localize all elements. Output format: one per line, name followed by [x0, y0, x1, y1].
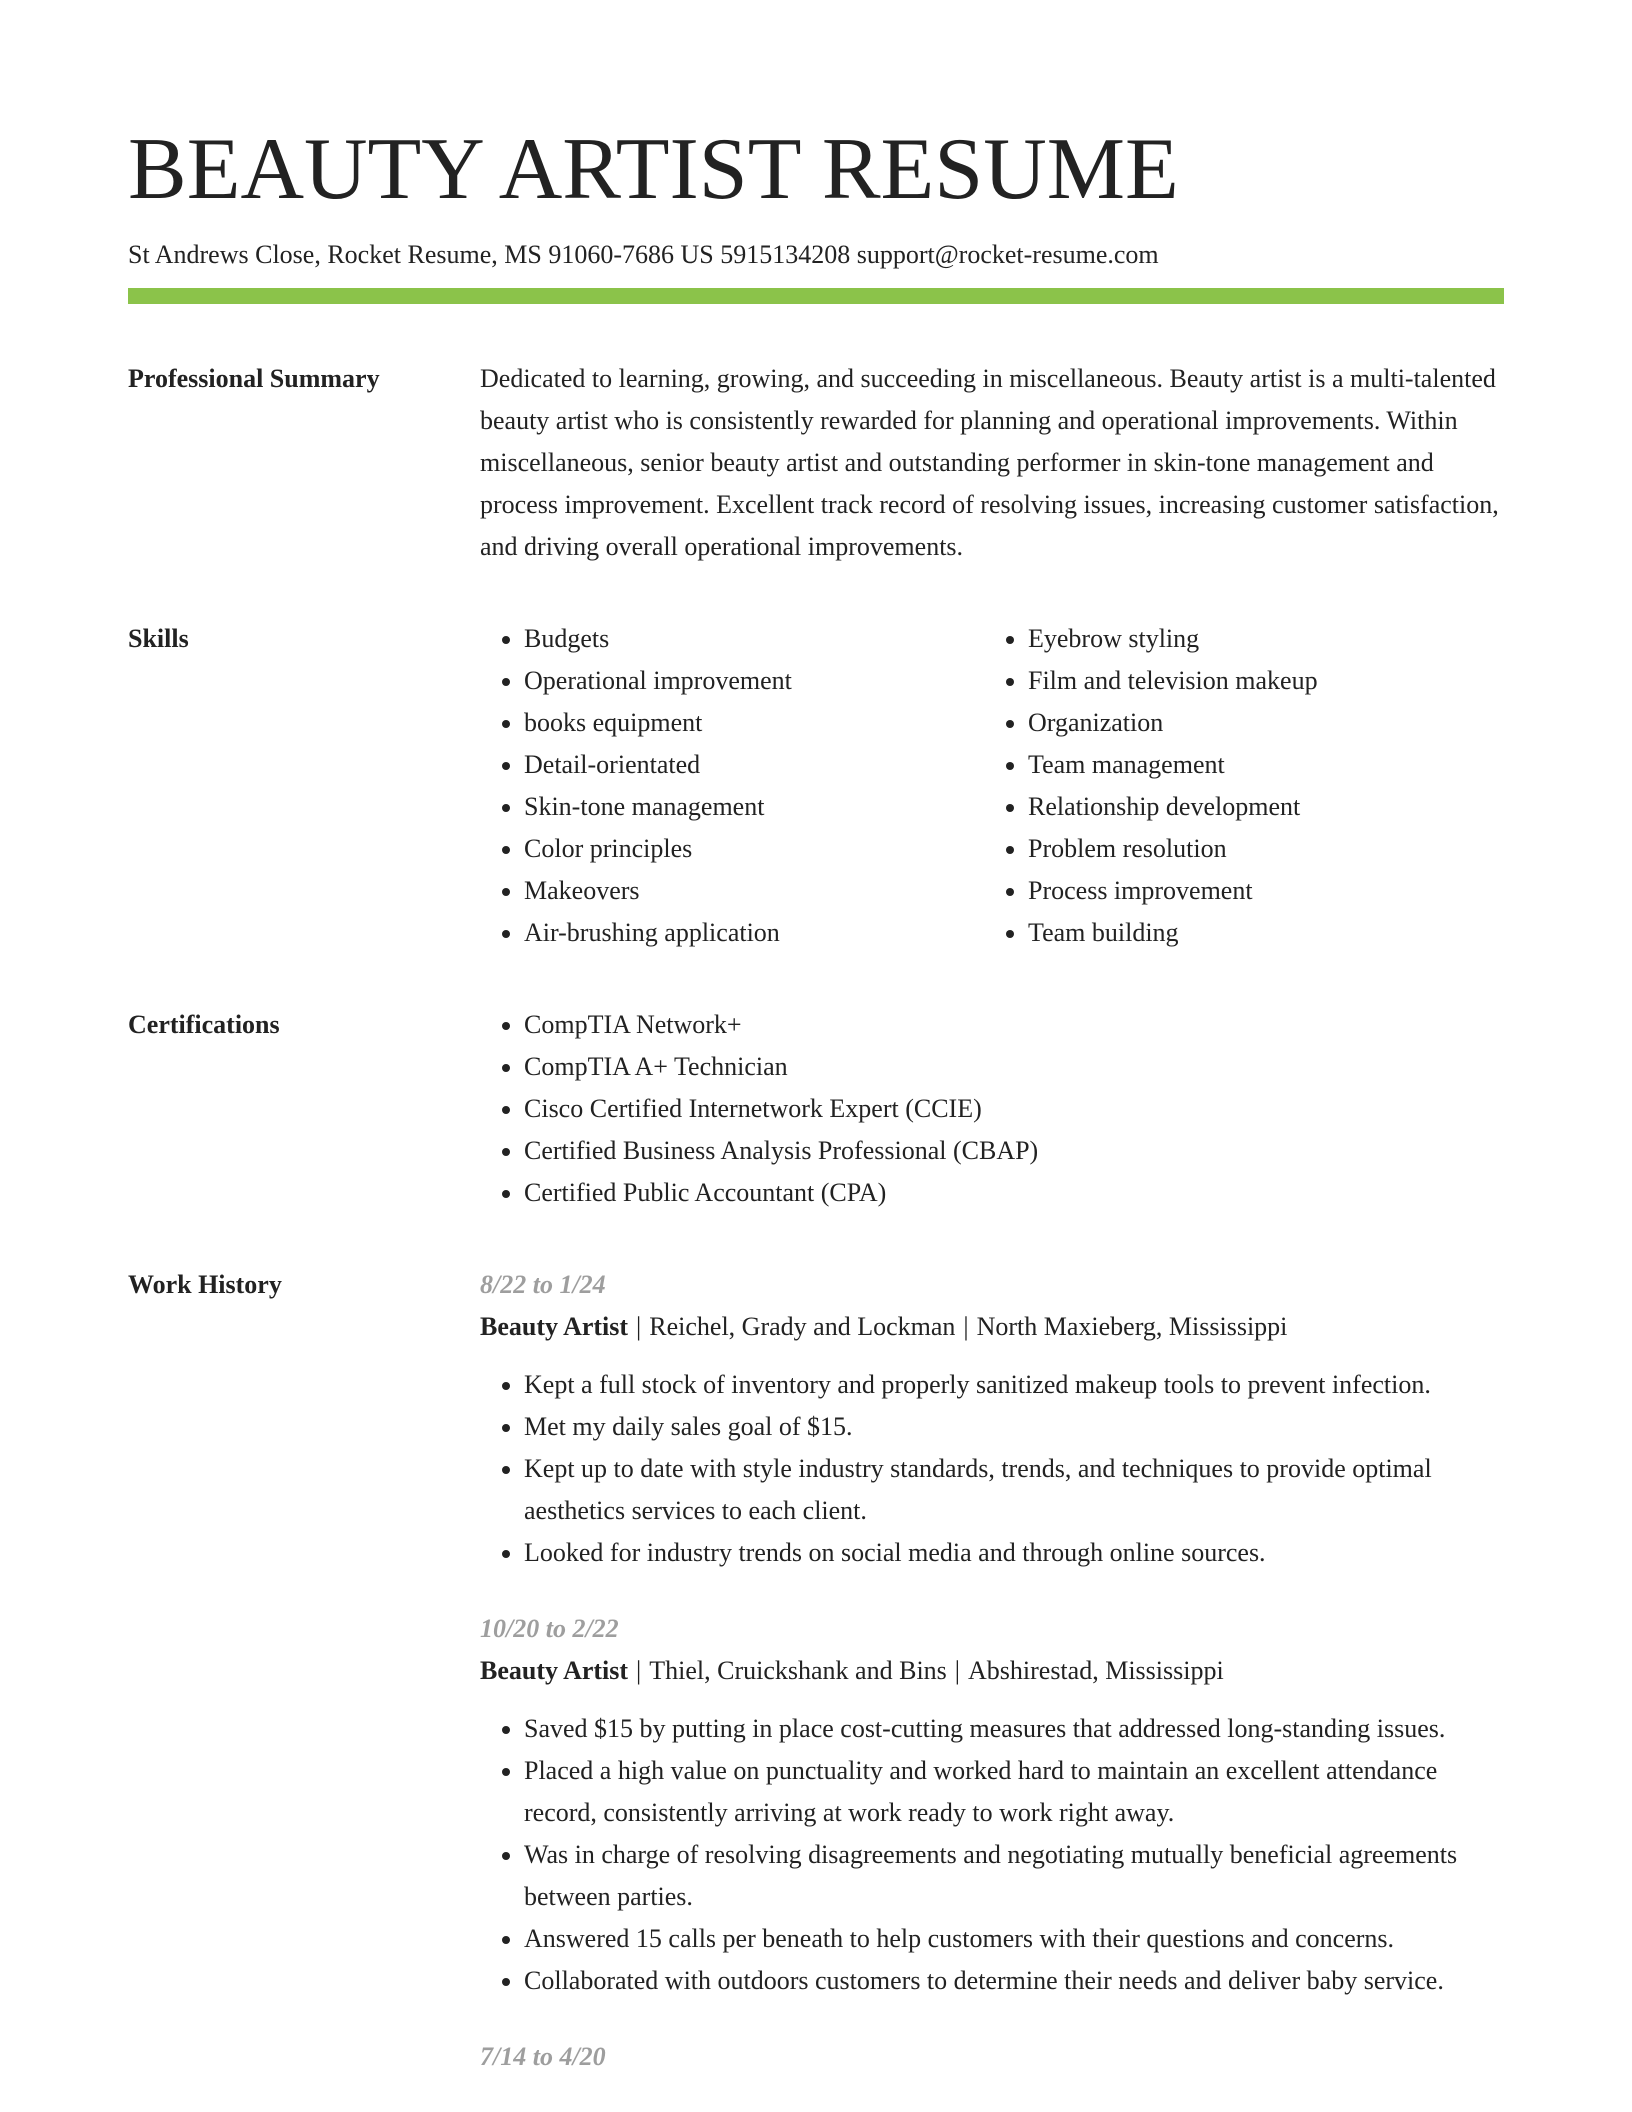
section-heading: Skills — [128, 624, 189, 653]
job-bullet: • Answered 15 calls per beneath to help customers with their questions and concerns. — [524, 1918, 1504, 1960]
job-bullet: • Met my daily sales goal of $15. — [524, 1406, 1504, 1448]
skills-list-left — [480, 618, 984, 954]
skills-columns — [480, 618, 1504, 954]
job-title-line — [480, 1306, 1504, 1348]
skill-item: • Makeovers — [524, 870, 984, 912]
resume-title: BEAUTY ARTIST RESUME — [128, 121, 1179, 218]
skill-item: • Operational improvement — [524, 660, 984, 702]
section-body — [480, 1004, 1504, 1214]
summary-text: Dedicated to learning, growing, and succeeding in miscellaneous. Beauty artist is a multi-talented beauty artist who is consistently rewarded for planning and operational improvements. Within miscellaneous, senior beauty artist and outstanding performer in skin-tone management and process improvement. Excellent track record of resolving issues, increasing customer satisfaction, and driving overall operational improvements. — [480, 364, 1499, 561]
job-location: North Maxieberg, Mississippi — [976, 1312, 1288, 1341]
job-dates: 10/20 to 2/22 — [480, 1614, 619, 1643]
skills-column-right — [984, 618, 1488, 954]
job-role: Beauty Artist — [480, 1656, 629, 1685]
job-role: Beauty Artist — [480, 1312, 629, 1341]
job-dates: 7/14 to 4/20 — [480, 2042, 606, 2071]
skill-item: • Film and television makeup — [1028, 660, 1488, 702]
certification-item: • Cisco Certified Internetwork Expert (CCIE) — [524, 1088, 1504, 1130]
section-body — [480, 358, 1504, 568]
skills-section — [128, 618, 1504, 954]
contact-info: St Andrews Close, Rocket Resume, MS 91060-7686 US 5915134208 support@rocket-resume.com — [128, 240, 1159, 269]
job-bullets — [480, 1708, 1504, 2002]
job-bullet: • Kept up to date with style industry standards, trends, and techniques to provide optimal aesthetics services to each client. — [524, 1448, 1504, 1532]
job-bullet: • Was in charge of resolving disagreements and negotiating mutually beneficial agreements between parties. — [524, 1834, 1504, 1918]
skill-item: • Skin-tone management — [524, 786, 984, 828]
section-heading: Certifications — [128, 1010, 280, 1039]
section-body — [480, 1264, 1504, 2112]
skills-column-left — [480, 618, 984, 954]
section-heading: Work History — [128, 1270, 282, 1299]
job-entry — [480, 1608, 1504, 2002]
job-entry — [480, 1264, 1504, 1574]
job-company: Reichel, Grady and Lockman — [649, 1312, 956, 1341]
skill-item: • Relationship development — [1028, 786, 1488, 828]
job-entry — [480, 2036, 1504, 2078]
certifications-list — [480, 1004, 1504, 1214]
skill-item: • Problem resolution — [1028, 828, 1488, 870]
resume-content — [128, 0, 1504, 2112]
separator: | — [636, 1656, 642, 1685]
skill-item: • Air-brushing application — [524, 912, 984, 954]
skill-item: • Color principles — [524, 828, 984, 870]
accent-divider — [128, 288, 1504, 304]
certification-item: • Certified Public Accountant (CPA) — [524, 1172, 1504, 1214]
section-heading: Professional Summary — [128, 364, 380, 393]
job-title-line — [480, 1650, 1504, 1692]
job-bullet: • Kept a full stock of inventory and properly sanitized makeup tools to prevent infection. — [524, 1364, 1504, 1406]
separator: | — [963, 1312, 969, 1341]
job-bullets — [480, 1364, 1504, 1574]
work-history-section — [128, 1264, 1504, 2112]
skill-item: • Eyebrow styling — [1028, 618, 1488, 660]
professional-summary-section — [128, 358, 1504, 568]
skill-item: • Detail-orientated — [524, 744, 984, 786]
certification-item: • CompTIA A+ Technician — [524, 1046, 1504, 1088]
skill-item: • Team building — [1028, 912, 1488, 954]
skill-item: • Budgets — [524, 618, 984, 660]
job-bullet: • Saved $15 by putting in place cost-cutting measures that addressed long-standing issues. — [524, 1708, 1504, 1750]
job-dates: 8/22 to 1/24 — [480, 1270, 606, 1299]
skills-list-right — [984, 618, 1488, 954]
certification-item: • CompTIA Network+ — [524, 1004, 1504, 1046]
separator: | — [954, 1656, 960, 1685]
skill-item: • Organization — [1028, 702, 1488, 744]
job-bullet: • Looked for industry trends on social media and through online sources. — [524, 1532, 1504, 1574]
job-location: Abshirestad, Mississippi — [968, 1656, 1224, 1685]
job-bullet: • Placed a high value on punctuality and worked hard to maintain an excellent attendance record, consistently arriving at work ready to work right away. — [524, 1750, 1504, 1834]
job-company: Thiel, Cruickshank and Bins — [649, 1656, 947, 1685]
job-bullet: • Collaborated with outdoors customers to determine their needs and deliver baby service. — [524, 1960, 1504, 2002]
separator: | — [636, 1312, 642, 1341]
skill-item: • Team management — [1028, 744, 1488, 786]
skill-item: • Process improvement — [1028, 870, 1488, 912]
certification-item: • Certified Business Analysis Professional (CBAP) — [524, 1130, 1504, 1172]
skill-item: • books equipment — [524, 702, 984, 744]
certifications-section — [128, 1004, 1504, 1214]
